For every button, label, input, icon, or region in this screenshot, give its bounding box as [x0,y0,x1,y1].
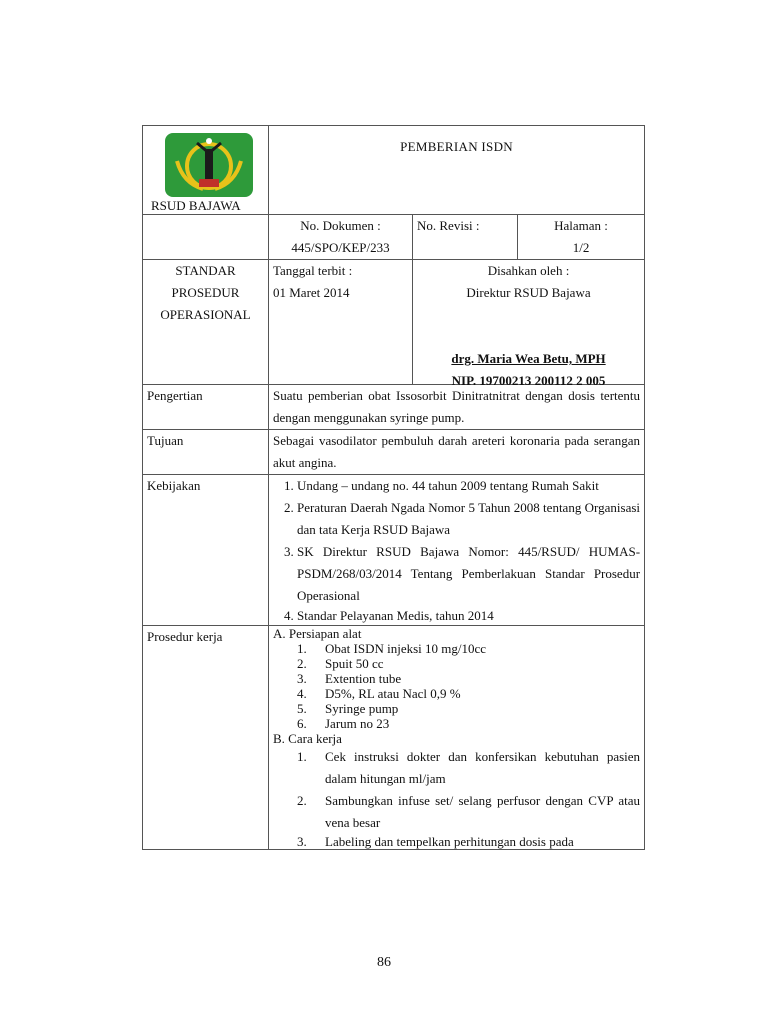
issued-cell [269,260,413,385]
document-number-cell [269,215,413,260]
section-b-list [273,746,640,849]
kebijakan-cell [269,475,645,626]
sop-document [142,125,644,850]
tool-item: 4. D5%, RL atau Nacl 0,9 % [297,686,461,701]
section-b-heading: B. Cara kerja [273,731,342,746]
step-item: 2. Sambungkan infuse set/ selang perfusor dengan CVP atau vena besar [297,793,641,830]
kebijakan-item: 1. Undang – undang no. 44 tahun 2009 tentang Rumah Sakit [297,475,640,497]
hospital-name: RSUD BAJAWA [151,198,241,213]
tool-item: 1. Obat ISDN injeksi 10 mg/10cc [297,641,487,656]
approved-label: Disahkan oleh : [487,263,570,278]
kebijakan-list [273,475,640,625]
document-title: PEMBERIAN ISDN [269,126,645,215]
prosedur-cell [269,626,645,850]
pengertian-label: Pengertian [143,385,269,430]
kebijakan-item: 4. Standar Pelayanan Medis, tahun 2014 [297,607,640,625]
sop-heading-line2: PROSEDUR [171,285,240,300]
tujuan-label: Tujuan [143,430,269,475]
step-item: 3. Labeling dan tempelkan perhitungan dosis pada [297,834,574,849]
tool-item: 5. Syringe pump [297,701,399,716]
sop-table [142,125,645,850]
signer-nip: NIP. 19700213 200112 2 005 [451,373,606,388]
section-a-list [273,641,640,731]
kebijakan-item: 3. SK Direktur RSUD Bajawa Nomor: 445/RSUD/ HUMAS-PSDM/268/03/2014 Tentang Pemberlakuan Standar Prosedur Operasional [297,541,640,607]
tool-item: 3. Extention tube [297,671,402,686]
tool-item: 6. Jarum no 23 [297,716,390,731]
revision-label: No. Revisi : [417,218,480,233]
revision-cell [413,215,518,260]
document-number-label: No. Dokumen : [300,218,381,233]
sop-heading-line3: OPERASIONAL [160,307,251,322]
page-number: 86 [377,955,391,970]
tool-item: 2. Spuit 50 cc [297,656,384,671]
approval-cell [413,260,645,388]
sop-heading-cell [143,260,269,385]
kebijakan-label: Kebijakan [143,475,269,626]
hospital-logo [163,131,255,199]
issued-label: Tanggal terbit : [273,263,353,278]
approved-by: Direktur RSUD Bajawa [466,285,591,300]
step-item: 1. Cek instruksi dokter dan konfersikan kebutuhan pasien dalam hitungan ml/jam [297,749,641,786]
prosedur-label: Prosedur kerja [143,626,269,850]
document-number-value: 445/SPO/KEP/233 [291,240,390,255]
sop-heading-line1: STANDAR [175,263,236,278]
issued-date: 01 Maret 2014 [273,285,350,300]
empty-cell [143,215,269,260]
logo-cell [143,126,269,215]
section-a-heading: A. Persiapan alat [273,626,362,641]
signer-name: drg. Maria Wea Betu, MPH [451,351,606,366]
pengertian-text: Suatu pemberian obat Issosorbit Dinitratnitrat dengan dosis tertentu dengan menggunakan syringe pump. [269,385,645,430]
kebijakan-item: 2. Peraturan Daerah Ngada Nomor 5 Tahun 2008 tentang Organisasi dan tata Kerja RSUD Bajawa [297,497,640,541]
tujuan-text: Sebagai vasodilator pembuluh darah areteri koronaria pada serangan akut angina. [269,430,645,475]
page-value: 1/2 [572,240,590,255]
page-cell [518,215,645,260]
page-label: Halaman : [554,218,608,233]
